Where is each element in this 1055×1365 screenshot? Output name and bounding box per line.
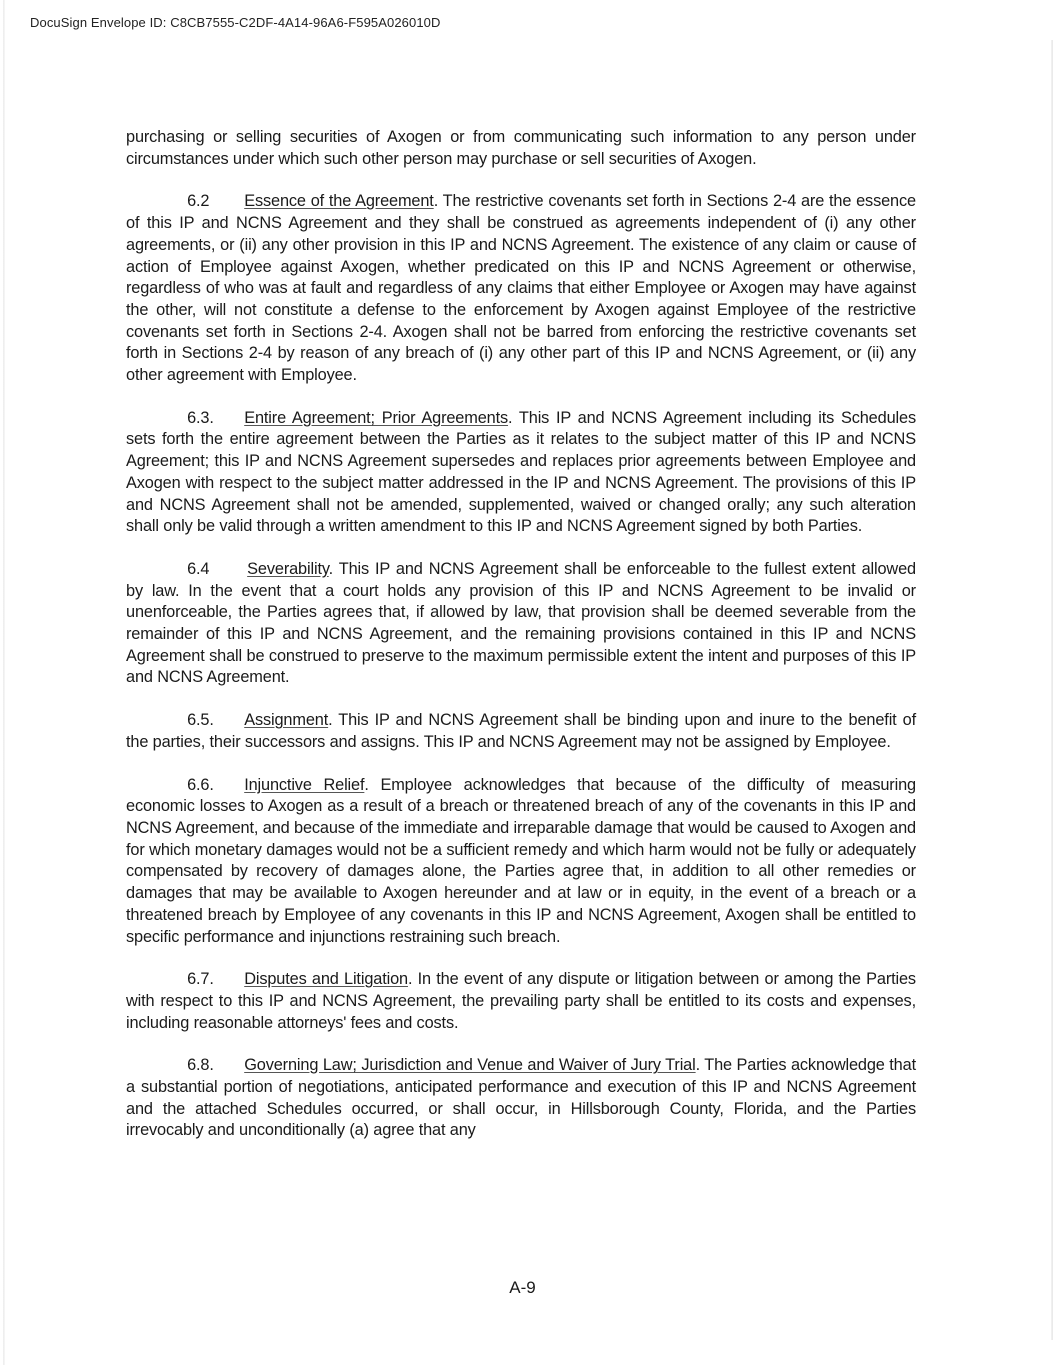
section-6-6: [126, 774, 916, 948]
section-body: . This IP and NCNS Agreement shall be binding upon and inure to the benefit of the parties, their successors and assigns. This IP and NCNS Agreement may not be assigned by Employee.: [126, 710, 916, 751]
section-6-8: [126, 1054, 916, 1141]
section-title: Governing Law; Jurisdiction and Venue and Waiver of Jury Trial: [244, 1055, 696, 1075]
section-title: Assignment: [244, 710, 329, 730]
section-title: Essence of the Agreement: [244, 191, 434, 211]
document-body: [126, 126, 928, 1162]
section-title: Severability: [247, 558, 329, 578]
section-number: 6.2: [187, 191, 210, 211]
section-body: . This IP and NCNS Agreement including its Schedules sets forth the entire agreement between the Parties as it relates to the subject matter of this IP and NCNS Agreement; this IP and NCNS Agreement supersedes and replaces prior agreements between Employee and Axogen with respect to the subject matter addressed in the IP and NCNS Agreement. The provisions of this IP and NCNS Agreement shall not be amended, supplemented, waived or changed orally; any such alteration shall only be valid through a written amendment to this IP and NCNS Agreement signed by both Parties.: [126, 407, 916, 536]
section-title: Disputes and Litigation: [244, 969, 408, 989]
section-title: Injunctive Relief: [244, 774, 365, 794]
section-number: 6.6.: [187, 774, 214, 794]
section-number: 6.5.: [187, 710, 214, 730]
section-body: . Employee acknowledges that because of the difficulty of measuring economic losses to Axogen as a result of a breach or threatened breach of any of the covenants in this IP and NCNS Agreement, and because of the immediate and irreparable damage that would be caused to Axogen and for which monetary damages would not be a sufficient remedy and which harm would not be fully or adequately compensated by recovery of damages alone, the Parties agree that, in addition to all other remedies or damages that may be available to Axogen hereunder and at law or in equity, in the event of a breach or a threatened breach by Employee of any covenants in this IP and NCNS Agreement, Axogen shall be entitled to specific performance and injunctions restraining such breach.: [126, 774, 916, 946]
section-6-4: [126, 558, 916, 688]
section-number: 6.4: [187, 558, 210, 578]
continuation-paragraph: purchasing or selling securities of Axogen or from communicating such information to any person under circumstances under which such other person may purchase or sell securities of Axogen.: [126, 127, 916, 168]
section-6-5: [126, 709, 916, 752]
scan-right-edge: [1051, 40, 1053, 1340]
section-title: Entire Agreement; Prior Agreements: [244, 407, 509, 427]
section-6-3: [126, 407, 916, 537]
section-body: . This IP and NCNS Agreement shall be enforceable to the fullest extent allowed by law. In the event that a court holds any provision of this IP and NCNS Agreement to be invalid or unenforceable, the Parties agrees that, if allowed by law, that provision shall be deemed severable from the remainder of this IP and NCNS Agreement, and the remaining provisions contained in this IP and NCNS Agreement shall be construed to preserve to the maximum permissible extent the intent and purposes of this IP and NCNS Agreement.: [126, 558, 916, 687]
section-body: . The restrictive covenants set forth in Sections 2-4 are the essence of this IP and NCNS Agreement and they shall be construed as agreements independent of (i) any other agreements, or (ii) any other provision in this IP and NCNS Agreement. The existence of any claim or cause of action of Employee against Axogen, whether predicated on this IP and NCNS Agreement or otherwise, regardless of who was at fault and regardless of any claims that either Employee or Axogen may have against the other, will not constitute a defense to the enforcement by Axogen against Employee of the restrictive covenants set forth in Sections 2-4. Axogen shall not be barred from enforcing the restrictive covenants set forth in Sections 2-4 by reason of any breach of (i) any other part of this IP and NCNS Agreement, or (ii) any other agreement with Employee.: [126, 191, 916, 385]
section-number: 6.3.: [187, 407, 214, 427]
section-number: 6.8.: [187, 1055, 214, 1075]
scan-left-edge: [3, 0, 5, 1365]
section-body: . In the event of any dispute or litigation between or among the Parties with respect to this IP and NCNS Agreement, the prevailing party shall be entitled to its costs and expenses, including reasonable attorneys' fees and costs.: [126, 969, 916, 1032]
section-body: . The Parties acknowledge that a substantial portion of negotiations, anticipated performance and execution of this IP and NCNS Agreement and the attached Schedules occurred, or shall occur, in Hillsborough County, Florida, and the Parties irrevocably and unconditionally (a) agree that any: [126, 1055, 916, 1140]
docusign-envelope-id: DocuSign Envelope ID: C8CB7555-C2DF-4A14-96A6-F595A026010D: [30, 15, 441, 30]
section-number: 6.7.: [187, 969, 214, 989]
section-6-2: [126, 190, 916, 385]
page-number: A-9: [509, 1278, 536, 1297]
section-6-7: [126, 968, 916, 1033]
